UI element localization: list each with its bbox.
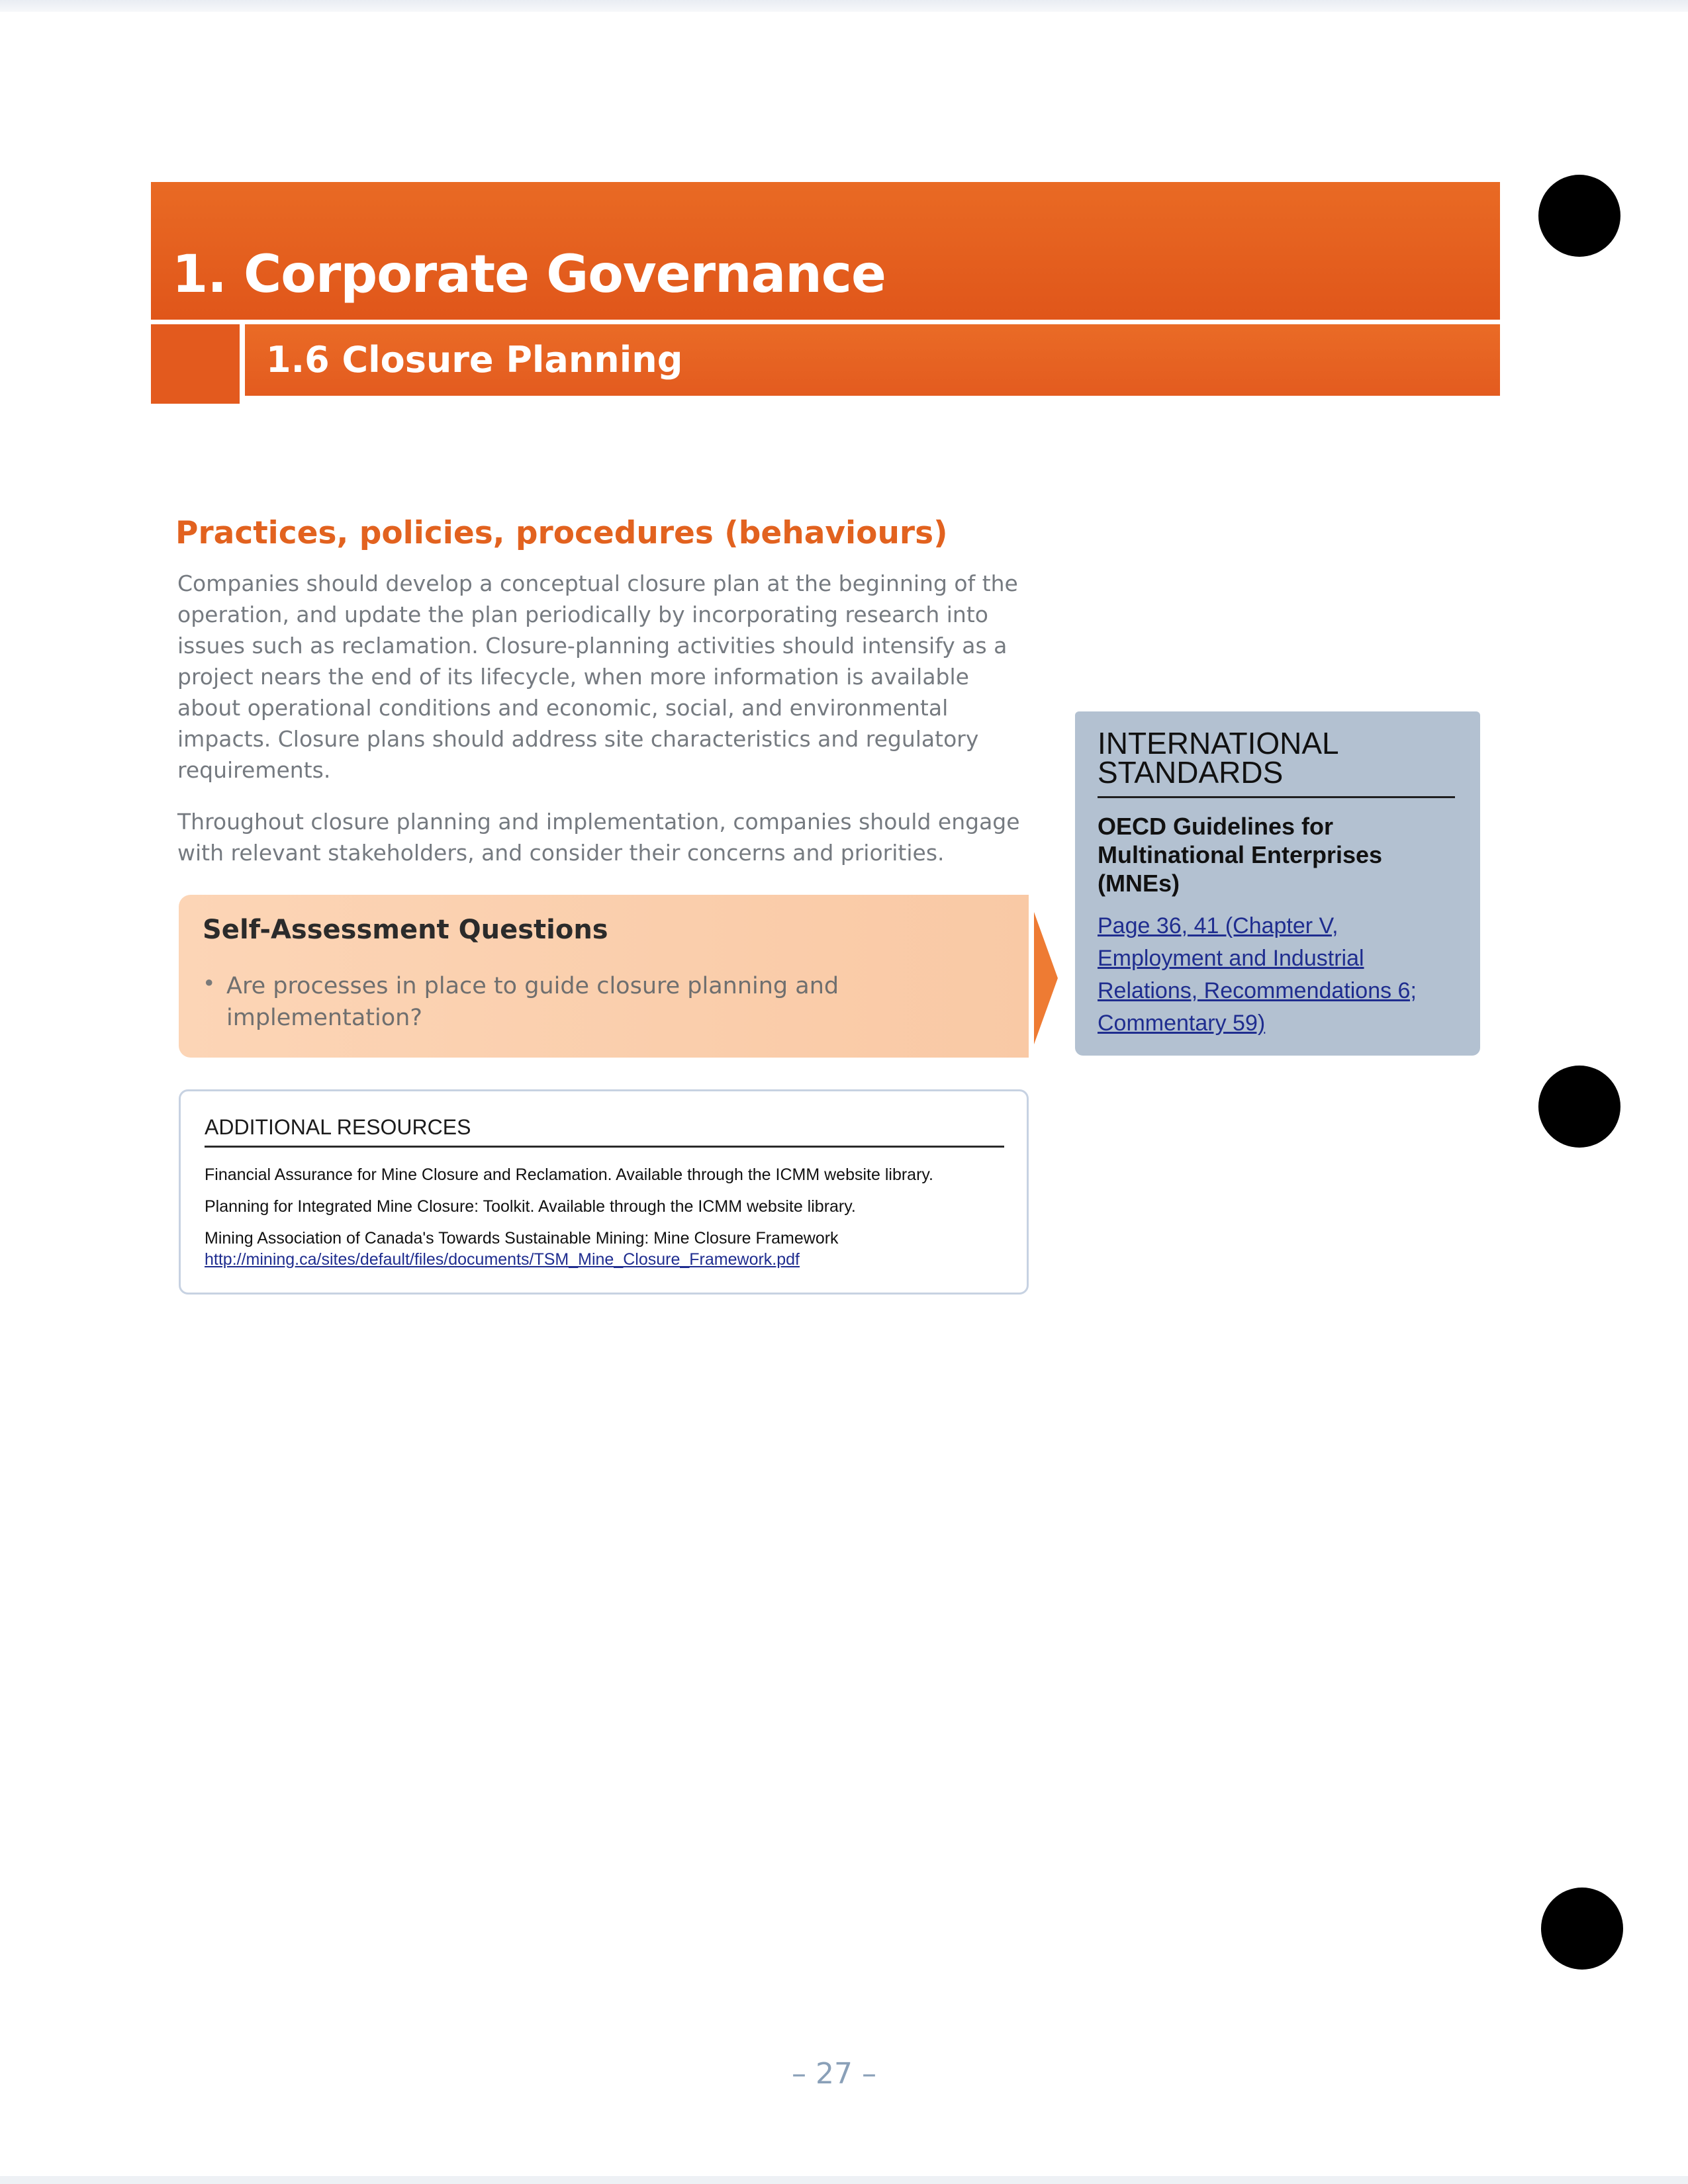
chapter-title: 1. Corporate Governance — [172, 245, 886, 304]
practices-paragraph: Companies should develop a conceptual closure plan at the beginning of the operation, and update the plan periodically by incorporating research into issues such as reclamation. Closure-planning activities should intensify as a project nears the end of its lifecycle, when more information is available about operational conditions and economic, social, and environmental impacts. Closure plans should address site characteristics and regulatory requirements. — [177, 570, 1018, 783]
resource-item: Mining Association of Canada's Towards Sustainable Mining: Mine Closure Framework — [205, 1229, 839, 1248]
international-standards-title: INTERNATIONAL STANDARDS — [1098, 726, 1338, 790]
resource-item: Planning for Integrated Mine Closure: Toolkit. Available through the ICMM website library. — [205, 1197, 856, 1216]
section-banner — [245, 324, 1500, 396]
subtitle-banner-tab — [151, 324, 240, 404]
international-standards-box — [1075, 711, 1480, 1056]
punch-hole-top — [1538, 175, 1620, 257]
self-assessment-question: Are processes in place to guide closure planning and implementation? — [226, 973, 839, 1031]
additional-resources-box — [179, 1089, 1029, 1295]
resource-item: Financial Assurance for Mine Closure and Reclamation. Available through the ICMM website library. — [205, 1165, 933, 1184]
banner-divider — [151, 320, 1500, 324]
punch-hole-middle — [1538, 1066, 1620, 1148]
page-number: – 27 – — [792, 2057, 876, 2091]
practices-heading: Practices, policies, procedures (behaviours) — [175, 515, 948, 551]
scan-bottom-edge — [0, 2176, 1688, 2184]
mine-closure-framework-link[interactable]: http://mining.ca/sites/default/files/documents/TSM_Mine_Closure_Framework.pdf — [205, 1250, 800, 1269]
punch-hole-bottom — [1541, 1888, 1623, 1970]
self-assessment-box — [179, 895, 1029, 1058]
divider — [1098, 796, 1455, 798]
arrow-right-icon — [1034, 912, 1058, 1044]
self-assessment-title: Self-Assessment Questions — [203, 915, 608, 945]
practices-paragraph: Throughout closure planning and implementation, companies should engage with relevant stakeholders, and consider their concerns and priorities. — [177, 809, 1020, 866]
chapter-banner — [151, 182, 1500, 320]
section-title: 1.6 Closure Planning — [266, 339, 683, 381]
additional-resources-title: ADDITIONAL RESOURCES — [205, 1115, 471, 1139]
oecd-guidelines-link[interactable]: Page 36, 41 (Chapter V, Employment and Industrial Relations, Recommendations 6; Commentary 59) — [1098, 913, 1417, 1036]
scan-top-edge — [0, 0, 1688, 12]
bullet-icon: • — [203, 970, 216, 996]
oecd-guidelines-heading: OECD Guidelines for Multinational Enterprises (MNEs) — [1098, 813, 1383, 897]
divider — [205, 1146, 1004, 1148]
